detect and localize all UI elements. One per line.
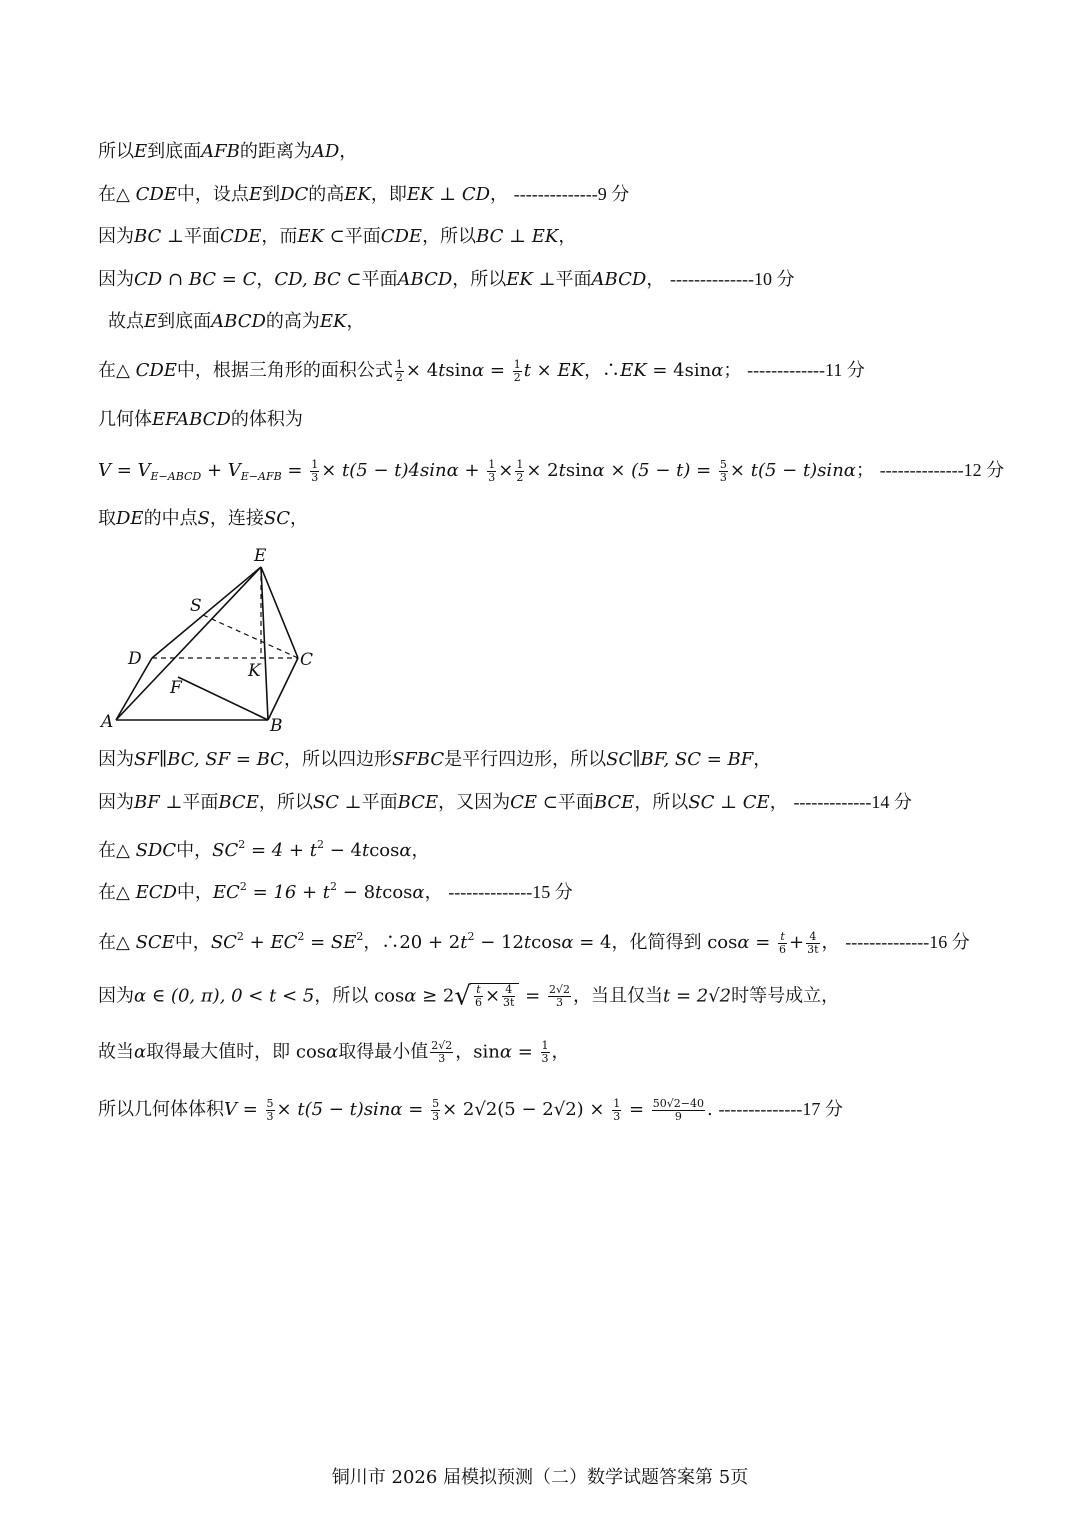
edge-EB (261, 567, 268, 720)
text: 的距离为 (239, 141, 312, 162)
text: 平面 (183, 226, 220, 247)
label-E: E (254, 546, 267, 566)
text: ，所以四边形 (283, 749, 392, 770)
text: 在△ (98, 360, 130, 381)
text: ， (256, 269, 275, 290)
fraction: $\frac{5}{3}$ (719, 457, 727, 484)
text-line-14: 在△ SCE中，$SC^2 + EC^2 = SE^2$，∴20 + $2t^2 - 12tcos\alpha = 4$，化简得到 cosα = $\frac{t}{6}$ + $\frac{4}{3t}$ ， --------------16 分 (98, 929, 970, 956)
text-line-16: 故当α取得最大值时，即 cosα取得最小值 $\frac{2√2}{3}$ ，sinα = $\frac{1}{3}$ ， (98, 1039, 570, 1065)
text: ， (646, 269, 665, 290)
text: 的中点 (143, 508, 198, 529)
text: ，而 (261, 226, 298, 247)
math: BCE (218, 792, 259, 813)
text: 中，设点 (176, 184, 249, 205)
edge-BC (268, 658, 298, 720)
math: ABCD (591, 269, 647, 290)
text: ， (339, 141, 358, 162)
math: CE ⊂ (510, 792, 558, 813)
text: ，所以 (314, 985, 375, 1007)
math: EK (319, 311, 347, 332)
text: 因为 (98, 985, 134, 1007)
math: E (248, 184, 263, 205)
text: 平面 (182, 792, 219, 813)
score-marker: --------------16 分 (845, 932, 970, 952)
pyramid-figure (98, 545, 338, 735)
math: EK (344, 184, 371, 205)
text: 平面 (557, 792, 594, 813)
math: SF∥BC, SF = BC (134, 749, 284, 770)
math: E (134, 141, 148, 162)
math: SCE (129, 932, 175, 953)
text: 平面 (361, 269, 398, 290)
text-line-13: 在△ ECD中，$EC^2 = 16 + t^2 - 8tcos\alpha$， --------------15 分 (98, 880, 573, 903)
text: 因为 (98, 226, 134, 247)
math: SC ⊥ (312, 792, 362, 813)
score-marker: -------------14 分 (793, 792, 912, 812)
fraction: $\frac{1}{3}$ (541, 1039, 549, 1065)
math: CDE (129, 184, 177, 205)
text-line-4 (98, 267, 794, 292)
math: SC∥BF, SC = BF (606, 749, 754, 770)
text: ，即 (370, 184, 407, 205)
text: 在△ (98, 882, 130, 903)
text-line-2 (98, 182, 629, 207)
score-marker: --------------17 分 (718, 1099, 843, 1119)
text: ， (753, 749, 772, 770)
text-line-8: $V = V_{E-ABCD} + V_{E-AFB}$ = $\frac{1}{3}$ × t(5 − t)4sinα + $\frac{1}{3}$ × $\frac{1}{2}$ × 2tsinα × (5 − t) = $\frac{5}{3}$ × t(5 − t)sinα； --------------12 分 (98, 457, 1005, 484)
label-K: K (248, 661, 261, 681)
edge-EC (261, 567, 298, 658)
fraction: $\frac{1}{2}$ (513, 357, 521, 384)
edge-EA (116, 567, 261, 720)
text: ，所以 (452, 269, 507, 290)
math: EK ⊥ (506, 269, 556, 290)
math: ABCD (211, 311, 266, 332)
text-line-15: 因为α ∈ (0, π), 0 < t < 5，所以 cosα ≥ 2√ $\frac{t}{6}$ × $\frac{4}{3t}$ = $\frac{2√2}{3}$ ，当且仅当t = 2√2时等号成立， (98, 981, 840, 1012)
math: CDE (129, 360, 177, 381)
score-marker: --------------15 分 (448, 882, 573, 902)
text: ，连接 (209, 508, 264, 529)
text: 在△ (98, 184, 130, 205)
text: 在△ (98, 932, 130, 953)
math: CDE (380, 226, 423, 247)
text: 平面 (361, 792, 398, 813)
segment-FB (178, 677, 268, 720)
math: E (144, 311, 158, 332)
text-line-7 (98, 408, 303, 432)
text: 到底面 (147, 141, 202, 162)
text-line-11 (98, 790, 912, 815)
score-marker: -------------11 分 (747, 360, 865, 380)
text: 故当 (98, 1041, 134, 1063)
math: BF ⊥ (134, 792, 183, 813)
text: 取得最大值时，即 (146, 1041, 296, 1063)
text: 所以几何体体积 (98, 1099, 224, 1120)
text-line-5 (108, 310, 365, 334)
text: 到 (262, 184, 281, 205)
text-line-10 (98, 748, 771, 772)
text: 中， (176, 840, 213, 861)
math: CDE (219, 226, 262, 247)
math: BC ⊥ EK (476, 226, 559, 247)
math: AFB (201, 141, 240, 162)
square-root: $\frac{t}{6}$ × $\frac{4}{3t}$ (470, 983, 520, 1009)
text: 到底面 (157, 311, 212, 332)
math: BCE (397, 792, 439, 813)
fraction: $\frac{4}{3t}$ (807, 929, 819, 956)
text: 中， (174, 932, 211, 953)
text: ， (346, 311, 365, 332)
math: S (197, 508, 210, 529)
text: ，所以 (422, 226, 477, 247)
text: 的高为 (265, 311, 320, 332)
label-A: A (101, 712, 114, 732)
math: CD ∩ BC = C (134, 269, 257, 290)
math: EK ⊂ (297, 226, 345, 247)
label-F: F (170, 678, 182, 698)
label-S: S (190, 596, 202, 616)
text-line-1 (98, 140, 357, 164)
math: EFABCD (152, 409, 231, 430)
fraction: $\frac{2√2}{3}$ (431, 1039, 453, 1065)
math: BC ⊥ (134, 226, 184, 247)
math: EK ⊥ CD (406, 184, 491, 205)
text: 在△ (98, 840, 130, 861)
text: ， (558, 226, 577, 247)
text-line-12: 在△ SDC中，$SC^2 = 4 + t^2 - 4tcos\alpha$， (98, 838, 430, 861)
text-line-6: 在△ CDE中，根据三角形的面积公式 $\frac{1}{2}$ × 4tsinα = $\frac{1}{2}$ t × EK，∴EK = 4sinα； -------------11 分 (98, 357, 865, 384)
math: α ∈ (0, π), 0 < t < 5 (134, 985, 315, 1007)
text-line-3 (98, 225, 576, 249)
math: SC ⊥ CE (688, 792, 770, 813)
text: 因为 (98, 749, 134, 770)
text: ，所以 (634, 792, 689, 813)
text-line-9 (98, 507, 308, 531)
math: V = V (98, 460, 151, 481)
math: DE (116, 508, 144, 529)
text: 因为 (98, 269, 134, 290)
page-footer: 铜川市 2026 届模拟预测（二）数学试题答案第 5页 (331, 1467, 749, 1488)
math: BCE (593, 792, 635, 813)
fraction: $\frac{1}{3}$ (311, 457, 319, 484)
text: ，又因为 (438, 792, 511, 813)
fraction: $\frac{1}{2}$ (516, 457, 524, 484)
text: ， (490, 184, 509, 205)
math: AD (311, 141, 340, 162)
fraction: $\frac{1}{3}$ (613, 1096, 621, 1123)
fraction: $\frac{1}{2}$ (395, 357, 403, 384)
fraction: $\frac{5}{3}$ (432, 1096, 440, 1123)
text: 中， (176, 882, 213, 903)
text: 中，根据三角形的面积公式 (176, 360, 393, 381)
math: DC (280, 184, 309, 205)
math: SFBC (391, 749, 445, 770)
score-marker: --------------9 分 (513, 184, 630, 204)
math: CD, BC ⊂ (274, 269, 362, 290)
text: ， (290, 508, 309, 529)
math: ABCD (397, 269, 453, 290)
text: 取 (98, 508, 116, 529)
fraction: $\frac{5}{3}$ (266, 1096, 274, 1123)
text: ， (769, 792, 788, 813)
fraction: $\frac{50√2-40}{9}$ (652, 1096, 704, 1123)
math: SC (263, 508, 291, 529)
edge-DE (152, 567, 261, 658)
text: 平面 (555, 269, 592, 290)
text: 是平行四边形，所以 (444, 749, 607, 770)
text: 的体积为 (230, 409, 303, 430)
text: 故点 (108, 311, 144, 332)
math: α (134, 1041, 147, 1063)
text: 几何体 (98, 409, 152, 430)
text: ，所以 (258, 792, 313, 813)
label-C: C (300, 650, 314, 670)
math: ECD (129, 882, 177, 903)
text: 所以 (98, 141, 134, 162)
text: 的高 (308, 184, 345, 205)
text: 因为 (98, 792, 134, 813)
label-B: B (270, 716, 283, 735)
fraction: $\frac{t}{6}$ (779, 929, 787, 956)
text: 平面 (344, 226, 381, 247)
text-line-17: 所以几何体体积V = $\frac{5}{3}$ × t(5 − t)sinα = $\frac{5}{3}$ × 2√2(5 − 2√2) × $\frac{1}{3}$ = $\frac{50√2-40}{9}$ . --------------17 分 (98, 1096, 843, 1123)
label-D: D (128, 649, 142, 669)
math: SDC (129, 840, 177, 861)
fraction: $\frac{2√2}{3}$ (548, 983, 570, 1009)
score-marker: --------------10 分 (670, 269, 795, 289)
fraction: $\frac{1}{3}$ (488, 457, 496, 484)
score-marker: --------------12 分 (879, 460, 1005, 480)
